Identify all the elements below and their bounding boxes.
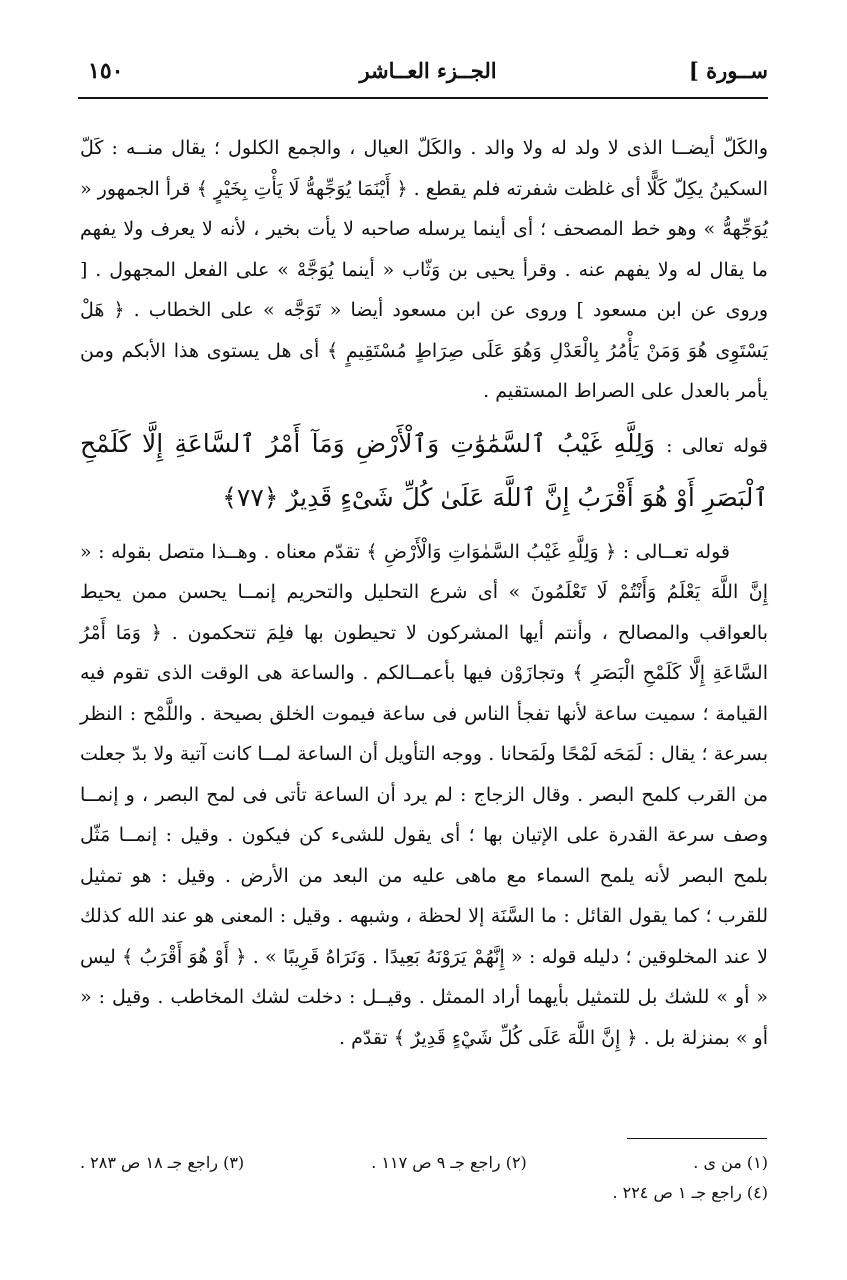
- footnote-3: (٣) راجع جـ ١٨ ص ٢٨٣ .: [80, 1153, 245, 1172]
- paragraph-commentary-2: قوله تعــالى : ﴿ وَلِلَّهِ غَيْبُ السَّمٰوَاتِ وَالْأَرْضِ ﴾ تقدّم معناه . وهــذا متصل بقوله : « إِنَّ اللَّهَ يَعْلَمُ وَأَنْتُمْ لَا تَعْلَمُونَ » أى شرع التحليل والتحريم إنمــا يحسن ممن يحيط بالعواقب والمصالح ، وأنتم أيها المشركون لا تحيطون بها فلِمَ تتحكمون . ﴿ وَمَا أَمْرُ السَّاعَةِ إِلَّا كَلَمْحِ الْبَصَرِ ﴾ وتجازَوْن فيها بأعمــالكم . والساعة هى الوقت الذى تقوم فيه القيامة ؛ سميت ساعة لأنها تفجأ الناس فى ساعة فيموت الخلق بصيحة . واللَّمْح : النظر بسرعة ؛ يقال : لَمَحَه لَمْحًا ولَمَحانا . ووجه التأويل أن الساعة لمــا كانت آتية ولا بدّ جعلت من القرب كلمح البصر . وقال الزجاج : لم يرد أن الساعة تأتى فى لمح البصر ، و إنمــا وصف سرعة القدرة على الإتيان بها ؛ أى يقول للشىء كن فيكون . وقيل : إنمــا مَثّل بلمح البصر لأنه يلمح السماء مع ماهى عليه من البعد من الأرض . وقيل : هو تمثيل للقرب ؛ كما يقول القائل : ما السَّنَة إلا لحظة ، وشبهه . وقيل : المعنى هو عند الله كذلك لا عند المخلوقين ؛ دليله قوله : « إِنَّهُمْ يَرَوْنَهُ بَعِيدًا . وَنَرَاهُ قَرِيبًا » . ﴿ أَوْ هُوَ أَقْرَبُ ﴾ ليس « أو » للشك بل للتمثيل بأيهما أراد الممثل . وقيــل : دخلت لشك المخاطب . وقيل : « أو » بمنزلة بل . ﴿ إِنَّ اللَّهَ عَلَى كُلِّ شَيْءٍ قَدِيرٌ ﴾ تقدّم .: [80, 540, 768, 1049]
- footnote-2: (٢) راجع جـ ٩ ص ١١٧ .: [371, 1153, 527, 1172]
- footnote-4: (٤) راجع جـ ١ ص ٢٢٤ .: [612, 1183, 768, 1202]
- footnotes: [80, 1148, 768, 1208]
- running-title: الجــزء العــاشر: [359, 58, 497, 83]
- verse-lead: قوله تعالى :: [666, 434, 768, 457]
- header-rule: [78, 97, 768, 99]
- page-number: ١٥٠: [88, 58, 124, 84]
- quran-verse-block: [80, 418, 768, 524]
- surah-label: [ ســورة: [688, 58, 768, 83]
- footnote-rule: [627, 1138, 767, 1139]
- footnote-1: (١) من ى .: [693, 1153, 768, 1172]
- paragraph-commentary-1: والكَلّ أيضــا الذى لا ولد له ولا والد . والكَلّ العيال ، والجمع الكلول ؛ يقال منــه : كَلّ السكينُ يكِلّ كَلًّا أى غلظت شفرته فلم يقطع . ﴿ أَيْنَمَا يُوَجِّههُّ لَا يَأْتِ بِخَيْرٍ ﴾ قرأ الجمهور « يُوَجِّههُّ » وهو خط المصحف ؛ أى أينما يرسله صاحبه لا يأت بخير ، لأنه لا يعرف ولا يفهم ما يقال له ولا يفهم عنه . وقرأ يحيى بن وَثّاب « أينما يُوَجَّهْ » على الفعل المجهول . [ وروى عن ابن مسعود ] وروى عن ابن مسعود أيضا « تَوَجَّه » على الخطاب . ﴿ هَلْ يَسْتَوِى هُوَ وَمَنْ يَأْمُرُ بِالْعَدْلِ وَهُوَ عَلَى صِرَاطٍ مُسْتَقِيمٍ ﴾ أى هل يستوى هذا الأبكم ومن يأمر بالعدل على الصراط المستقيم .: [80, 137, 769, 402]
- footnote-row: [80, 1148, 768, 1178]
- quran-verse: وَلِلَّهِ غَيْبُ ٱلسَّمَٰوَٰتِ وَٱلْأَرْضِ وَمَآ أَمْرُ ٱلسَّاعَةِ إِلَّا كَلَمْحِ ٱلْبَصَرِ أَوْ هُوَ أَقْرَبُ إِنَّ ٱللَّهَ عَلَىٰ كُلِّ شَىْءٍ قَدِيرٌ ﴿٧٧﴾: [80, 428, 768, 512]
- body-text: [80, 128, 768, 1058]
- footnote-row: [80, 1178, 768, 1208]
- page-header: [88, 56, 768, 98]
